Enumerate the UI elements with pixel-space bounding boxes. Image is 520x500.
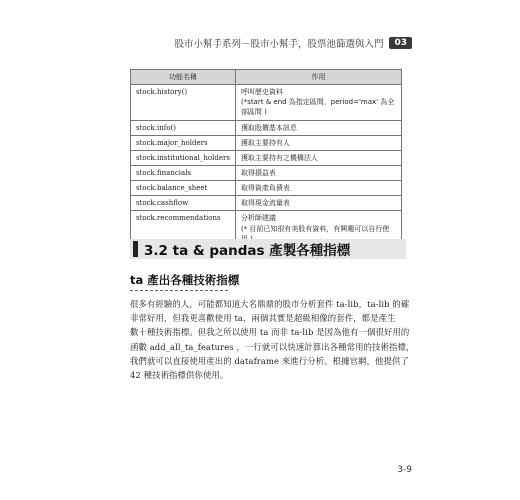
purpose-line: 獲取主要持有人	[240, 138, 290, 147]
function-name-cell: stock.info()	[131, 120, 236, 135]
function-purpose-cell	[235, 85, 401, 120]
table-row	[131, 196, 402, 211]
purpose-line: 呼叫歷史資料	[240, 88, 283, 97]
subsection-title: ta 產出各種技術指標	[130, 273, 240, 287]
function-name-cell: stock.institutional_holders	[131, 150, 236, 165]
table-header-row	[131, 70, 402, 85]
column-header-name: 功能名稱	[131, 70, 236, 85]
purpose-line: 取得現金流量表	[240, 199, 290, 208]
function-name-cell: stock.major_holders	[131, 135, 236, 150]
function-name-cell: stock.cashflow	[131, 196, 236, 211]
table-row	[131, 85, 402, 120]
purpose-line: (*start & end 為指定區間，period='max' 為全部區間 )	[240, 98, 395, 117]
function-purpose-cell	[235, 181, 401, 196]
function-name-cell: stock.financials	[131, 165, 236, 180]
function-purpose-cell	[235, 196, 401, 211]
purpose-line: 取得損益表	[240, 168, 276, 177]
section-title: 3.2 ta & pandas 產製各種指標	[144, 243, 351, 259]
table-row	[131, 135, 402, 150]
function-name-cell: stock.recommendations	[131, 211, 236, 246]
paragraph-line: 42 種技術指標供你使用。	[130, 370, 229, 381]
function-name-cell: stock.balance_sheet	[131, 181, 236, 196]
function-purpose-cell	[235, 135, 401, 150]
function-purpose-cell	[235, 120, 401, 135]
function-purpose-cell	[235, 150, 401, 165]
paragraph-line: 非常好用，但我更喜歡使用 ta，兩個其實是超級相像的套件，都是產生	[130, 313, 396, 324]
paragraph-line: 很多有經驗的人，可能都知道大名鼎鼎的股市分析套件 ta-lib，ta-lib 的確	[130, 299, 410, 309]
purpose-line: 獲取股價基本訊息	[240, 123, 297, 132]
chapter-badge: 03	[389, 37, 412, 49]
body-paragraph	[130, 297, 415, 382]
function-name-cell: stock.history()	[131, 85, 236, 120]
page-number: 3-9	[397, 465, 412, 475]
paragraph-line: 數十種技術指標。但我之所以使用 ta 而非 ta-lib 是因為他有一個很好用的	[130, 327, 410, 338]
table-row	[131, 165, 402, 180]
function-table	[130, 69, 402, 247]
table-row	[131, 150, 402, 165]
purpose-line: 獲取主要持有之機構法人	[240, 153, 318, 162]
subsection-underline	[130, 290, 228, 291]
section-heading-bar	[130, 239, 406, 259]
purpose-line: 取得資產負債表	[240, 184, 290, 193]
table-row	[131, 181, 402, 196]
running-header	[174, 36, 412, 50]
section-marker	[133, 241, 138, 257]
paragraph-line: 函數 add_all_ta_features ，一行就可以快速計算出各種常用的技術指標，	[130, 341, 415, 352]
purpose-line: 分析師建議	[240, 214, 276, 223]
function-purpose-cell	[235, 165, 401, 180]
column-header-purpose: 作用	[235, 70, 401, 85]
table-row	[131, 120, 402, 135]
table-body	[131, 85, 402, 247]
running-title: 股市小幫手系列－股市小幫手，股票池篩選與入門	[174, 39, 384, 50]
purpose-line: (* 目前已知很有美股有資料，有興趣可以自行使	[240, 224, 390, 233]
paragraph-line: 我們就可以直接使用產出的 dataframe 來進行分析。根據官網，他提供了	[130, 355, 409, 366]
